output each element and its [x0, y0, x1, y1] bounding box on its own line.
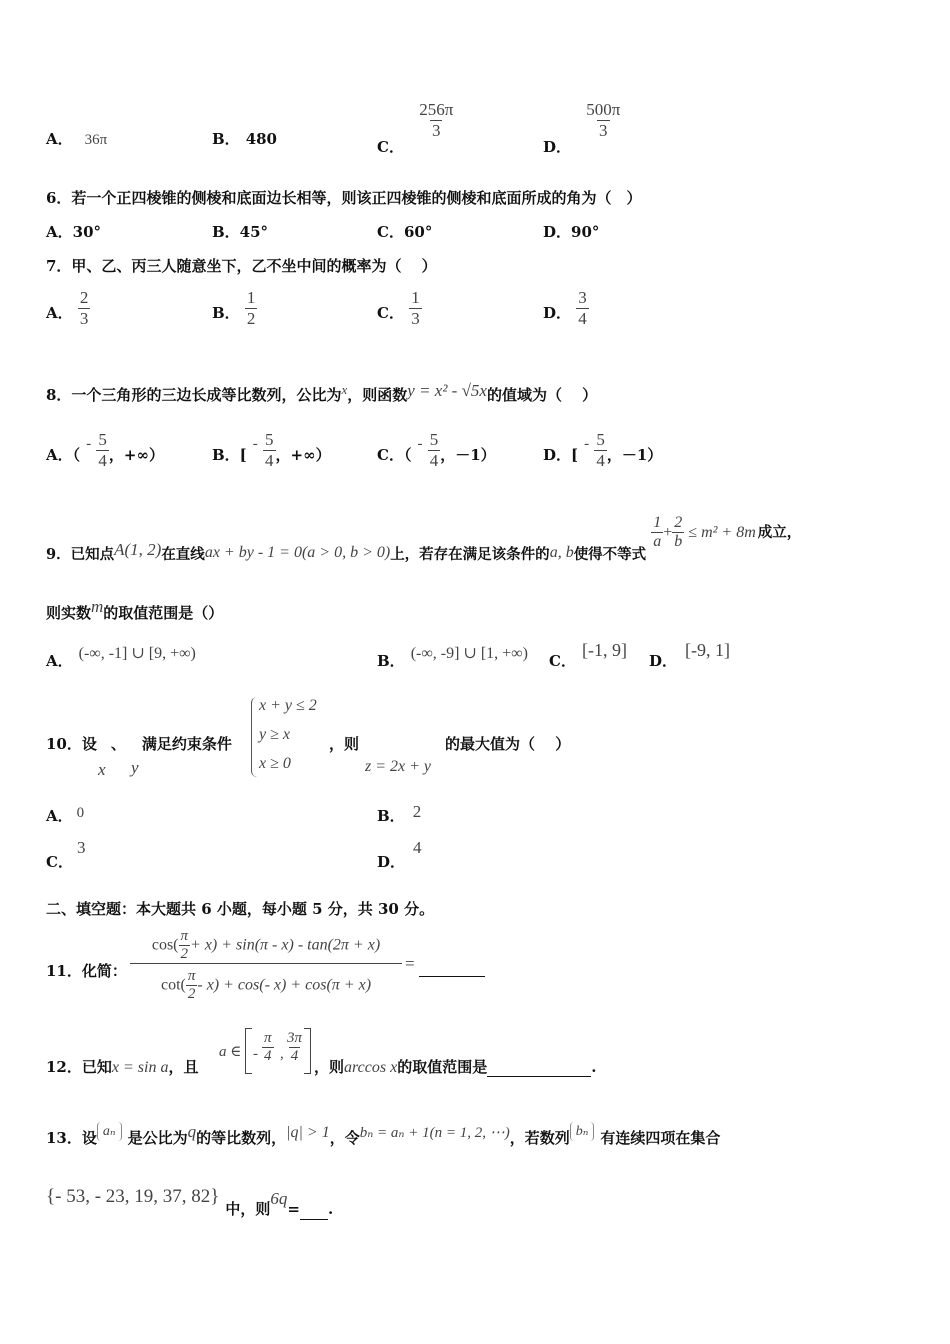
option-fraction — [96, 430, 109, 470]
stem-text: 满足约束条件 — [141, 735, 232, 753]
option-fraction — [576, 288, 589, 328]
q5-option-a — [46, 128, 107, 149]
math-expr: |q| > 1 — [286, 1124, 330, 1141]
option-label: A． — [46, 807, 73, 825]
math-vars: a, b — [549, 543, 574, 561]
q13-stem-line2 — [46, 1186, 334, 1218]
q6-option-d: D．90° — [543, 223, 600, 241]
stem-text: 的取值范围是 — [397, 1058, 488, 1076]
option-label: C． — [46, 853, 73, 871]
option-label: A． — [46, 304, 73, 323]
option-value: (-∞, -9] ∪ [1, +∞) — [410, 645, 528, 662]
q6-option-b: B．45° — [212, 223, 269, 241]
pi-over-2 — [179, 928, 191, 964]
math-var: m — [91, 597, 104, 616]
q9-option-d — [649, 640, 730, 671]
q11-equals: = — [405, 954, 415, 973]
q11-stem: 11．化简： — [46, 962, 127, 980]
q10-stem-start — [46, 733, 232, 754]
stem-text: 上，若存在满足该条件的 — [390, 545, 550, 563]
q10-option-c — [46, 838, 86, 872]
fraction-numerator: 256π — [419, 100, 454, 119]
math-function: y = x² - √5x — [407, 381, 487, 400]
option-value: [-1, 9] — [581, 640, 627, 660]
option-fraction — [263, 430, 276, 470]
math-point: A(1, 2) — [114, 539, 162, 559]
math-set: {- 53, - 23, 19, 37, 82} — [46, 1186, 220, 1207]
q6-stem: 6．若一个正四棱锥的侧棱和底面边长相等，则该正四棱锥的侧棱和底面所成的角为（ ） — [46, 189, 642, 207]
q10-constraint-1: x + y ≤ 2 — [259, 697, 317, 714]
option-label: C． — [377, 138, 404, 157]
minus-sign: - — [252, 436, 258, 453]
stem-text: ，令 — [329, 1129, 360, 1147]
stem-text: 、 — [110, 735, 126, 753]
option-fraction — [594, 430, 607, 470]
fraction-numerator: 1 — [411, 288, 420, 307]
math-var: q — [187, 1122, 197, 1141]
q7-option-a — [46, 288, 90, 328]
option-label: B． — [212, 130, 240, 148]
stem-text: 9．已知点 — [46, 545, 115, 563]
math-sequence: aₙ — [97, 1122, 122, 1141]
option-value: 36π — [84, 132, 108, 148]
option-label: A． — [46, 652, 73, 670]
q10-constraint-2: y ≥ x — [259, 726, 290, 743]
fraction-denominator: 2 — [187, 986, 196, 1003]
q8-option-b — [212, 430, 331, 470]
q9-option-b — [377, 645, 528, 671]
option-label: A．（ — [46, 446, 81, 465]
q10-var-y: y — [131, 758, 139, 777]
option-fraction — [584, 100, 622, 140]
option-fraction — [78, 288, 91, 328]
stem-text: ，则 — [314, 1058, 345, 1076]
math-expr: arccos x — [344, 1059, 398, 1076]
q12-left-bracket — [245, 1028, 252, 1074]
fraction-denominator: 3 — [599, 120, 608, 140]
stem-text: 是公比为 — [127, 1129, 188, 1147]
option-label: C． — [377, 304, 404, 323]
fraction-numerator: 2 — [79, 288, 89, 307]
q11-denominator — [130, 968, 402, 1004]
option-label: B．[ — [212, 446, 247, 465]
q9-option-c — [549, 640, 627, 671]
fraction-denominator: 4 — [265, 450, 274, 470]
q7-option-b — [212, 288, 257, 328]
option-fraction — [428, 430, 441, 470]
ineq-fraction-2 — [672, 514, 684, 552]
section-title: 二、填空题：本大题共 6 小题，每小题 5 分，共 30 分。 — [46, 900, 435, 918]
q5-option-c — [377, 100, 455, 157]
fraction-denominator: 2 — [180, 946, 188, 963]
q12-right-bracket — [304, 1028, 311, 1074]
minus-sign: - — [417, 436, 423, 453]
q12-answer-blank[interactable] — [487, 1060, 591, 1077]
expr-text: cot( — [160, 976, 186, 994]
stem-text: 则实数 — [46, 604, 92, 622]
fraction-numerator: 5 — [98, 430, 107, 449]
stem-text: 在直线 — [161, 545, 205, 563]
q9-option-a — [46, 645, 196, 671]
option-label: D． — [543, 138, 572, 157]
q6-option-a: A．30° — [46, 223, 102, 241]
fraction-denominator: 4 — [98, 450, 107, 470]
ineq-fraction-1 — [651, 514, 663, 552]
option-value: 2 — [412, 802, 422, 821]
option-value: (-∞, -1] ∪ [9, +∞) — [78, 645, 196, 662]
option-fraction — [245, 288, 258, 328]
option-label: D． — [543, 304, 572, 323]
fraction-numerator: π — [264, 1030, 272, 1046]
q6-option-c: C．60° — [377, 223, 433, 241]
q5-option-b — [212, 128, 277, 149]
option-fraction — [409, 288, 422, 328]
expr-text: cos( — [151, 936, 179, 954]
q11-answer-blank[interactable] — [419, 958, 485, 977]
option-label: B． — [212, 304, 240, 323]
fraction-denominator: 4 — [578, 308, 587, 328]
fraction-denominator: 2 — [246, 308, 256, 328]
q12-set-fraction-2 — [285, 1030, 304, 1066]
option-rest: ，+∞） — [275, 446, 331, 465]
option-label: C． — [549, 652, 576, 670]
fraction-denominator: 3 — [411, 308, 420, 328]
option-value: 480 — [245, 130, 277, 148]
option-label: D． — [377, 853, 406, 871]
q9-stem — [46, 514, 802, 563]
q12-stem — [46, 1056, 198, 1077]
q12-set-fraction-1 — [262, 1030, 274, 1066]
stem-text: . — [328, 1200, 334, 1218]
math-expr: bₙ = aₙ + 1(n = 1, 2, ⋯) — [359, 1125, 510, 1141]
fraction-numerator: 1 — [653, 514, 662, 531]
fraction-numerator: 3 — [578, 288, 587, 307]
option-value: [-9, 1] — [685, 640, 730, 660]
q8-option-c — [377, 430, 496, 470]
q10-stem-then: ，则 — [329, 735, 360, 753]
option-value: 3 — [76, 838, 86, 857]
q7-option-c — [377, 288, 422, 328]
option-rest: ，－1） — [606, 446, 663, 465]
q8-stem — [46, 381, 598, 405]
option-label: D．[ — [543, 446, 579, 465]
option-label: B． — [377, 807, 405, 825]
option-value: 4 — [413, 838, 422, 857]
stem-text: 有连续四项在集合 — [600, 1129, 721, 1147]
q10-option-d — [377, 838, 422, 872]
expr-text: + x) + sin(π - x) - tan(2π + x) — [190, 936, 381, 954]
fraction-numerator: 1 — [246, 288, 256, 307]
math-var: x — [341, 382, 348, 397]
q11-fraction-bar — [130, 963, 402, 964]
math-sequence: bₙ — [570, 1122, 595, 1141]
fraction-numerator: 3π — [287, 1030, 303, 1046]
fraction-denominator: 3 — [79, 308, 89, 328]
q10-stem-end: 的最大值为（ ） — [445, 735, 571, 753]
stem-text: 8．一个三角形的三边长成等比数列，公比为 — [46, 386, 342, 404]
stem-text: ，则函数 — [347, 386, 408, 404]
minus-sign: - — [584, 436, 590, 453]
fraction-denominator: b — [674, 533, 683, 551]
fraction-numerator: 2 — [674, 514, 683, 531]
plus-sign: + — [663, 523, 673, 541]
stem-text: 的等比数列， — [196, 1129, 287, 1147]
math-expr: 6q — [270, 1189, 288, 1208]
math-expr: x = sin a — [111, 1059, 169, 1076]
fraction-numerator: 500π — [586, 100, 621, 119]
option-label: B． — [377, 652, 405, 670]
q8-option-d — [543, 430, 662, 470]
fraction-denominator: 4 — [429, 450, 439, 470]
fraction-denominator: 3 — [431, 120, 441, 140]
stem-text: 成立， — [757, 523, 802, 541]
q7-option-d — [543, 288, 589, 328]
q12-stem-rest — [314, 1056, 596, 1077]
q12-set-minus: - — [253, 1046, 258, 1062]
option-label: C．（ — [377, 446, 412, 465]
option-label: D． — [649, 652, 678, 670]
fraction-numerator: 5 — [596, 430, 605, 449]
stem-text: 的值域为（ ） — [486, 386, 598, 404]
math-line: ax + by - 1 = 0(a > 0, b > 0) — [204, 543, 391, 561]
stem-text: 13．设 — [46, 1129, 97, 1147]
fraction-numerator: π — [187, 968, 196, 984]
stem-text: 使得不等式 — [573, 545, 647, 563]
q13-answer-blank[interactable] — [300, 1205, 328, 1220]
math-inequality: ≤ m² + 8m — [688, 523, 756, 541]
option-rest: ，+∞） — [108, 446, 164, 465]
q13-stem — [46, 1122, 721, 1148]
q10-option-b — [377, 802, 422, 826]
stem-text: = — [287, 1200, 300, 1218]
expr-text: - x) + cos(- x) + cos(π + x) — [197, 976, 372, 994]
fraction-denominator: 4 — [596, 450, 605, 470]
q12-set-comma: , — [280, 1046, 284, 1062]
pi-over-2 — [186, 968, 198, 1004]
q12-set-a: a ∈ — [219, 1044, 242, 1060]
stem-text: 中，则 — [225, 1200, 271, 1218]
q10-objective: z = 2x + y — [365, 758, 432, 775]
q10-option-a — [46, 805, 84, 826]
fraction-numerator: 5 — [265, 430, 274, 449]
fraction-denominator: 4 — [264, 1048, 272, 1065]
fraction-numerator: 5 — [429, 430, 439, 449]
stem-text: 的取值范围是（） — [103, 604, 224, 622]
stem-text: ，若数列 — [509, 1129, 570, 1147]
option-fraction — [417, 100, 455, 140]
stem-text: 12．已知 — [46, 1058, 112, 1076]
q7-stem: 7．甲、乙、丙三人随意坐下，乙不坐中间的概率为（ ） — [46, 257, 437, 275]
option-rest: ，－1） — [440, 446, 496, 465]
q10-brace — [251, 697, 258, 777]
q10-constraint-3: x ≥ 0 — [259, 755, 291, 772]
stem-text: ，且 — [168, 1058, 199, 1076]
q9-stem-line2 — [46, 597, 224, 623]
q8-option-a — [46, 430, 164, 470]
option-label: A． — [46, 130, 73, 148]
option-value: 0 — [76, 805, 85, 821]
stem-text: 10．设 — [46, 735, 97, 753]
fraction-numerator: π — [180, 928, 189, 944]
stem-text: . — [591, 1058, 597, 1076]
fraction-denominator: a — [653, 533, 662, 551]
fraction-denominator: 4 — [290, 1048, 299, 1065]
q10-var-x: x — [98, 760, 106, 779]
q5-option-d — [543, 100, 622, 157]
q11-numerator — [130, 928, 402, 964]
minus-sign: - — [86, 436, 92, 453]
